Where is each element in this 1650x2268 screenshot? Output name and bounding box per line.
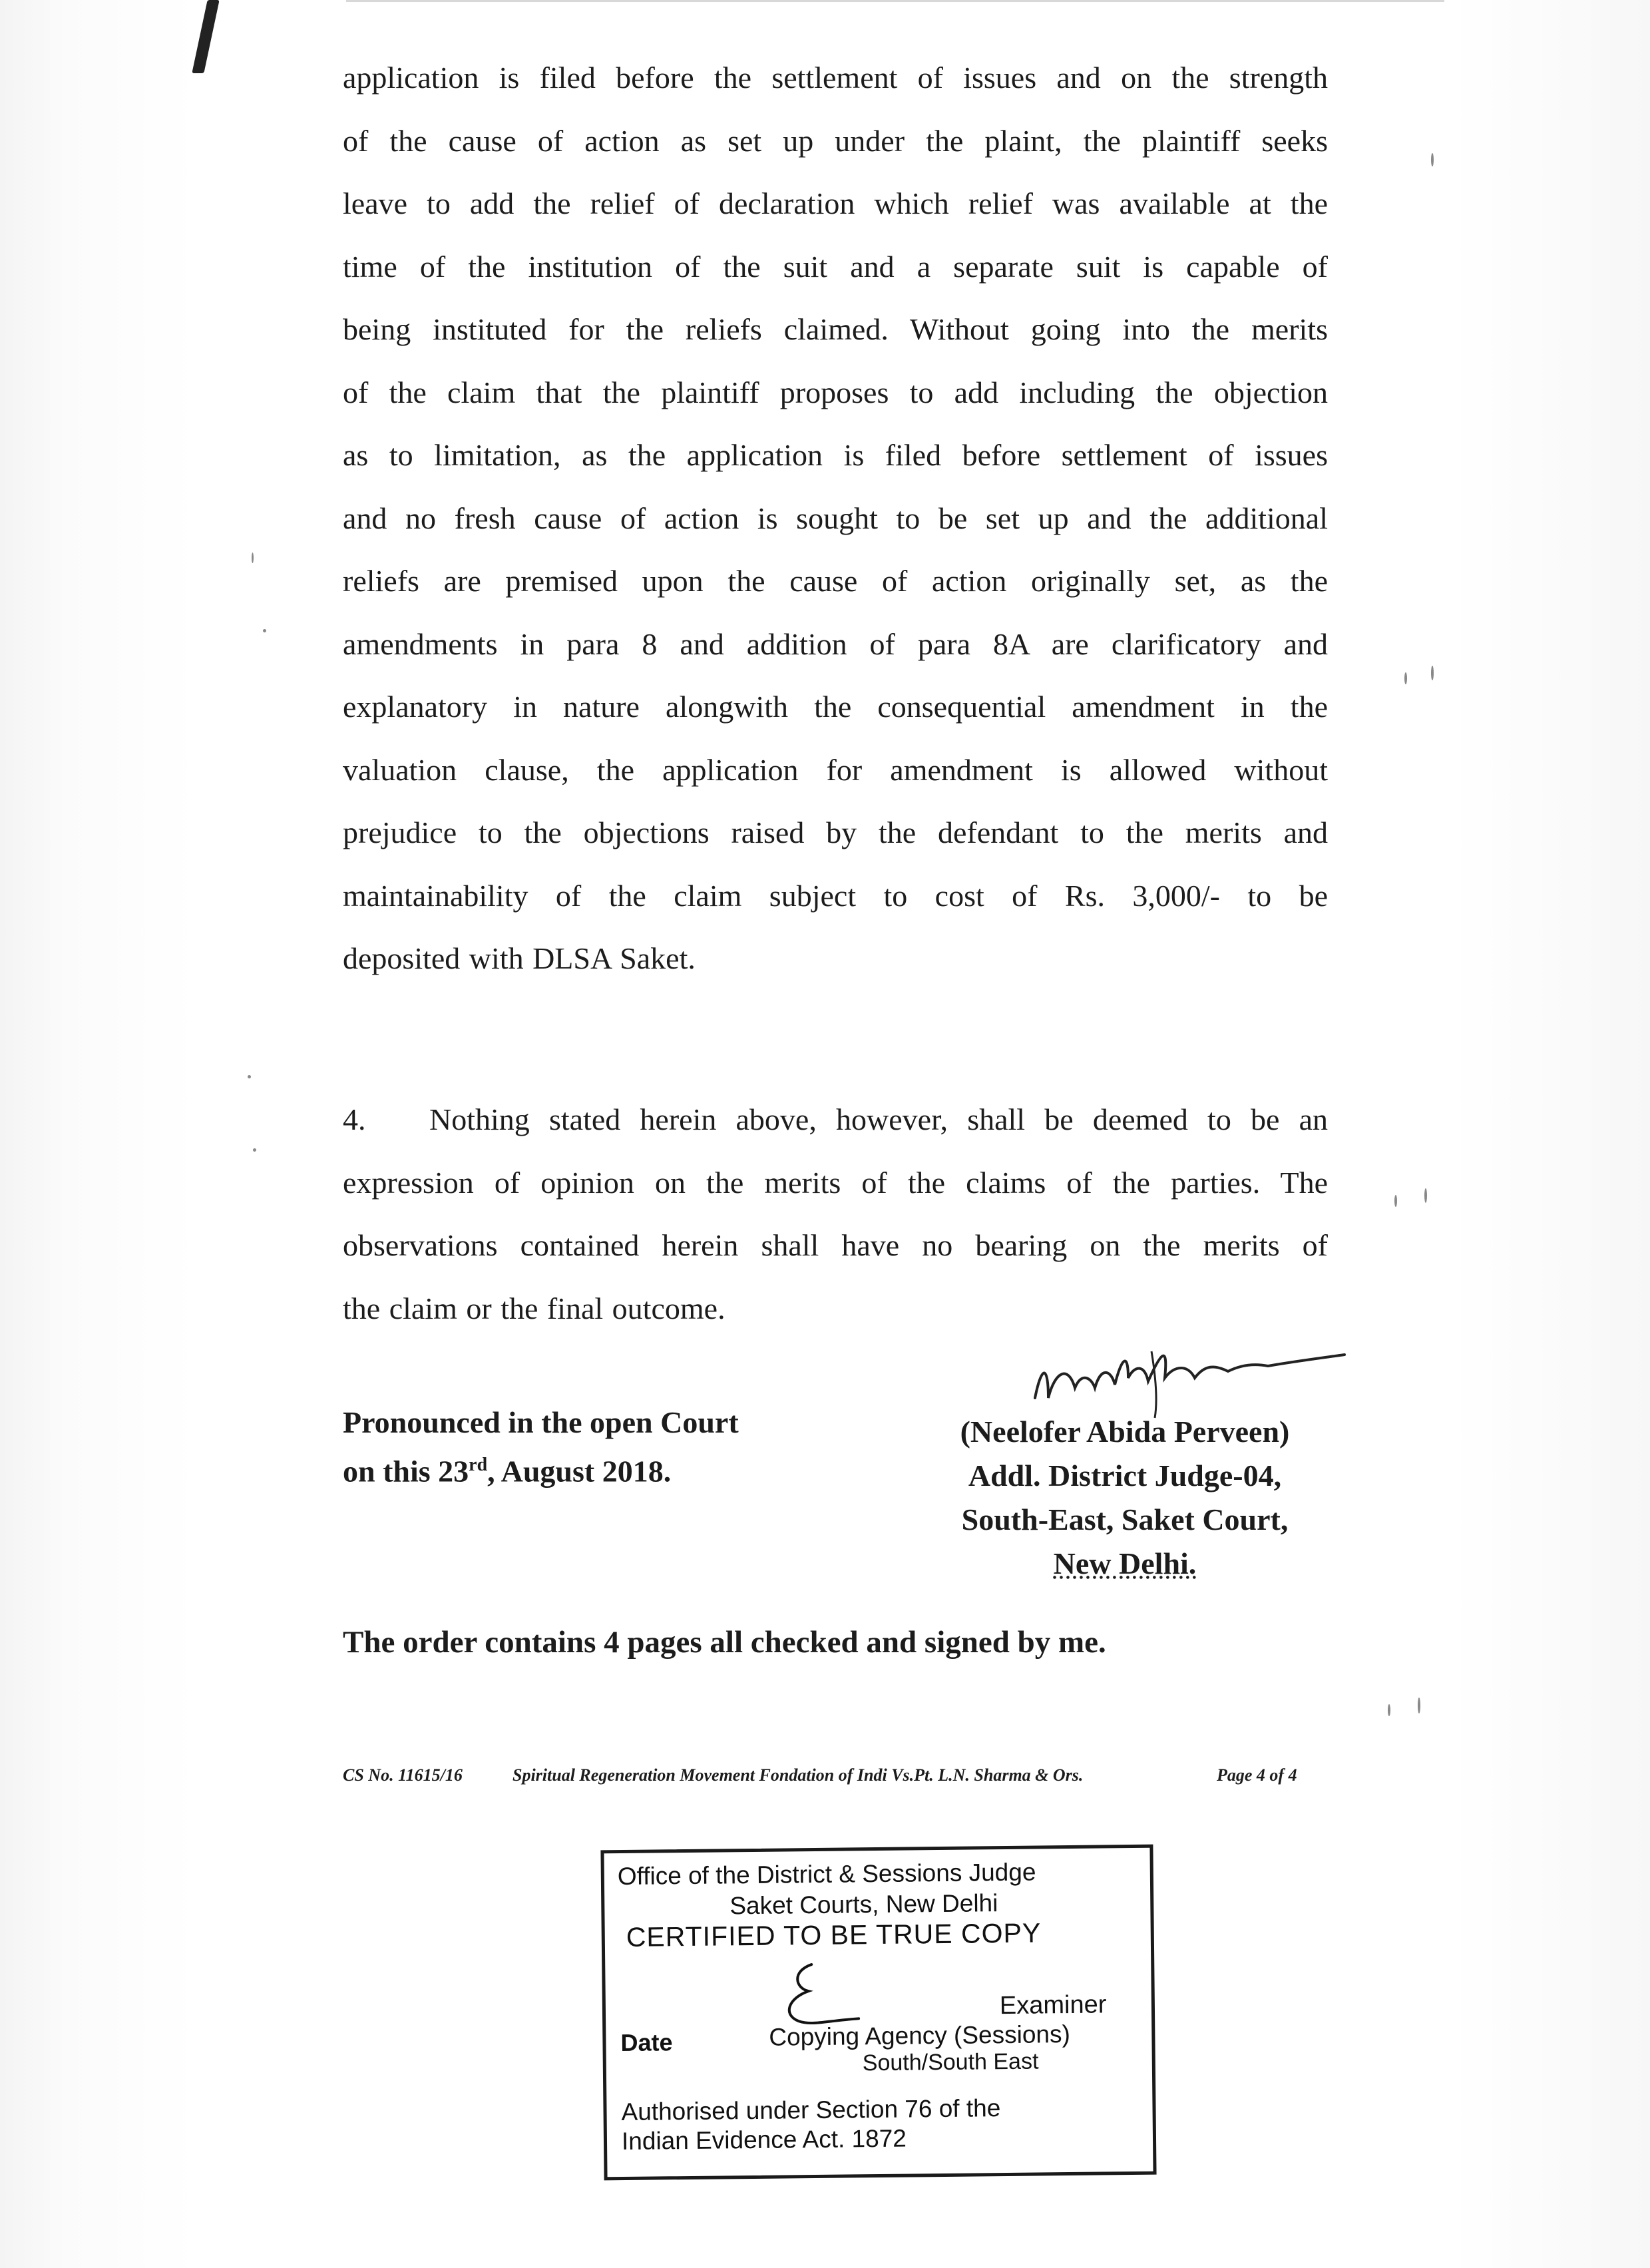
body-line: and no fresh cause of action is sought to be set up and the additional: [343, 501, 1328, 535]
body-line: observations contained herein shall have no bearing on the merits of: [343, 1228, 1328, 1262]
body-line: valuation clause, the application for amendment is allowed without: [343, 752, 1328, 787]
body-line: expression of opinion on the merits of the claims of the parties. The: [343, 1165, 1328, 1200]
scan-speck: [1418, 1698, 1420, 1713]
scan-speck: [263, 629, 266, 632]
stamp-office: Office of the District & Sessions Judge: [617, 1858, 1036, 1891]
scan-speck: [1424, 1188, 1427, 1203]
stamp-south-east: South/South East: [862, 2048, 1039, 2076]
paragraph-number: 4.: [343, 1102, 366, 1136]
pronouncement-line: Pronounced in the open Court: [343, 1405, 739, 1439]
ordinal-suffix: rd: [469, 1455, 488, 1475]
paragraph-4-first-line: [343, 1088, 1328, 1152]
judge-city: New Delhi.: [1053, 1546, 1197, 1580]
judge-designation: Addl. District Judge-04,: [968, 1459, 1282, 1492]
scan-edge-mark: [192, 0, 219, 73]
scan-speck: [253, 1148, 256, 1152]
scan-speck: [1394, 1195, 1397, 1207]
body-line: the claim or the final outcome.: [343, 1291, 725, 1325]
body-line: application is filed before the settlement of issues and on the strength: [343, 61, 1328, 95]
scan-speck: [1431, 153, 1434, 166]
stamp-courts: Saket Courts, New Delhi: [729, 1889, 998, 1920]
scan-speck: [248, 1075, 251, 1078]
stamp-examiner: Examiner: [999, 1990, 1107, 2020]
body-line: of the claim that the plaintiff proposes to add including the objection: [343, 375, 1328, 409]
scan-speck: [1431, 666, 1434, 680]
pronouncement-date: [343, 1444, 739, 1492]
order-body-paragraph: [343, 47, 1328, 991]
paragraph-4: [343, 1088, 1328, 1340]
body-line: deposited with DLSA Saket.: [343, 941, 696, 975]
body-line: as to limitation, as the application is filed before settlement of issues: [343, 438, 1328, 472]
body-line: being instituted for the reliefs claimed. Without going into the merits: [343, 312, 1328, 346]
pronouncement-date-suffix: , August 2018.: [487, 1454, 672, 1488]
pronouncement-block: [343, 1401, 739, 1492]
judge-block: [938, 1410, 1311, 1586]
scan-speck: [1404, 672, 1407, 684]
judge-name: (Neelofer Abida Perveen): [960, 1415, 1290, 1449]
body-line: maintainability of the claim subject to cost of Rs. 3,000/- to be: [343, 878, 1328, 913]
stamp-date-label: Date: [620, 2028, 673, 2057]
order-note: The order contains 4 pages all checked and signed by me.: [343, 1625, 1106, 1660]
pronouncement-date-prefix: on this 23: [343, 1454, 469, 1488]
body-line: reliefs are premised upon the cause of action originally set, as the: [343, 564, 1328, 598]
judge-court: South-East, Saket Court,: [961, 1502, 1289, 1536]
body-line: prejudice to the objections raised by the defendant to the merits and: [343, 815, 1328, 849]
body-line: of the cause of action as set up under the plaint, the plaintiff seeks: [343, 123, 1328, 158]
footer-case-number: CS No. 11615/16: [343, 1765, 463, 1785]
certified-copy-stamp: [600, 1845, 1156, 2181]
scan-speck: [252, 553, 254, 563]
examiner-signature: [771, 1957, 865, 2031]
body-line: time of the institution of the suit and a separate suit is capable of: [343, 249, 1328, 284]
body-line: Nothing stated herein above, however, shall be deemed to be an: [429, 1102, 1328, 1136]
footer-page-number: Page 4 of 4: [1217, 1765, 1297, 1785]
stamp-copying-agency: Copying Agency (Sessions): [769, 2020, 1071, 2051]
top-edge-rule: [346, 0, 1444, 2]
footer-parties: Spiritual Regeneration Movement Fondation of Indi Vs.Pt. L.N. Sharma & Ors.: [513, 1765, 1084, 1785]
body-line: explanatory in nature alongwith the consequential amendment in the: [343, 690, 1328, 724]
stamp-certified: CERTIFIED TO BE TRUE COPY: [626, 1917, 1042, 1952]
stamp-authorised-line-1: Authorised under Section 76 of the: [621, 2094, 1001, 2126]
body-line: amendments in para 8 and addition of para 8A are clarificatory and: [343, 626, 1328, 661]
body-line: leave to add the relief of declaration which relief was available at the: [343, 186, 1328, 220]
scan-speck: [1388, 1704, 1390, 1716]
stamp-authorised-line-2: Indian Evidence Act. 1872: [621, 2124, 907, 2155]
